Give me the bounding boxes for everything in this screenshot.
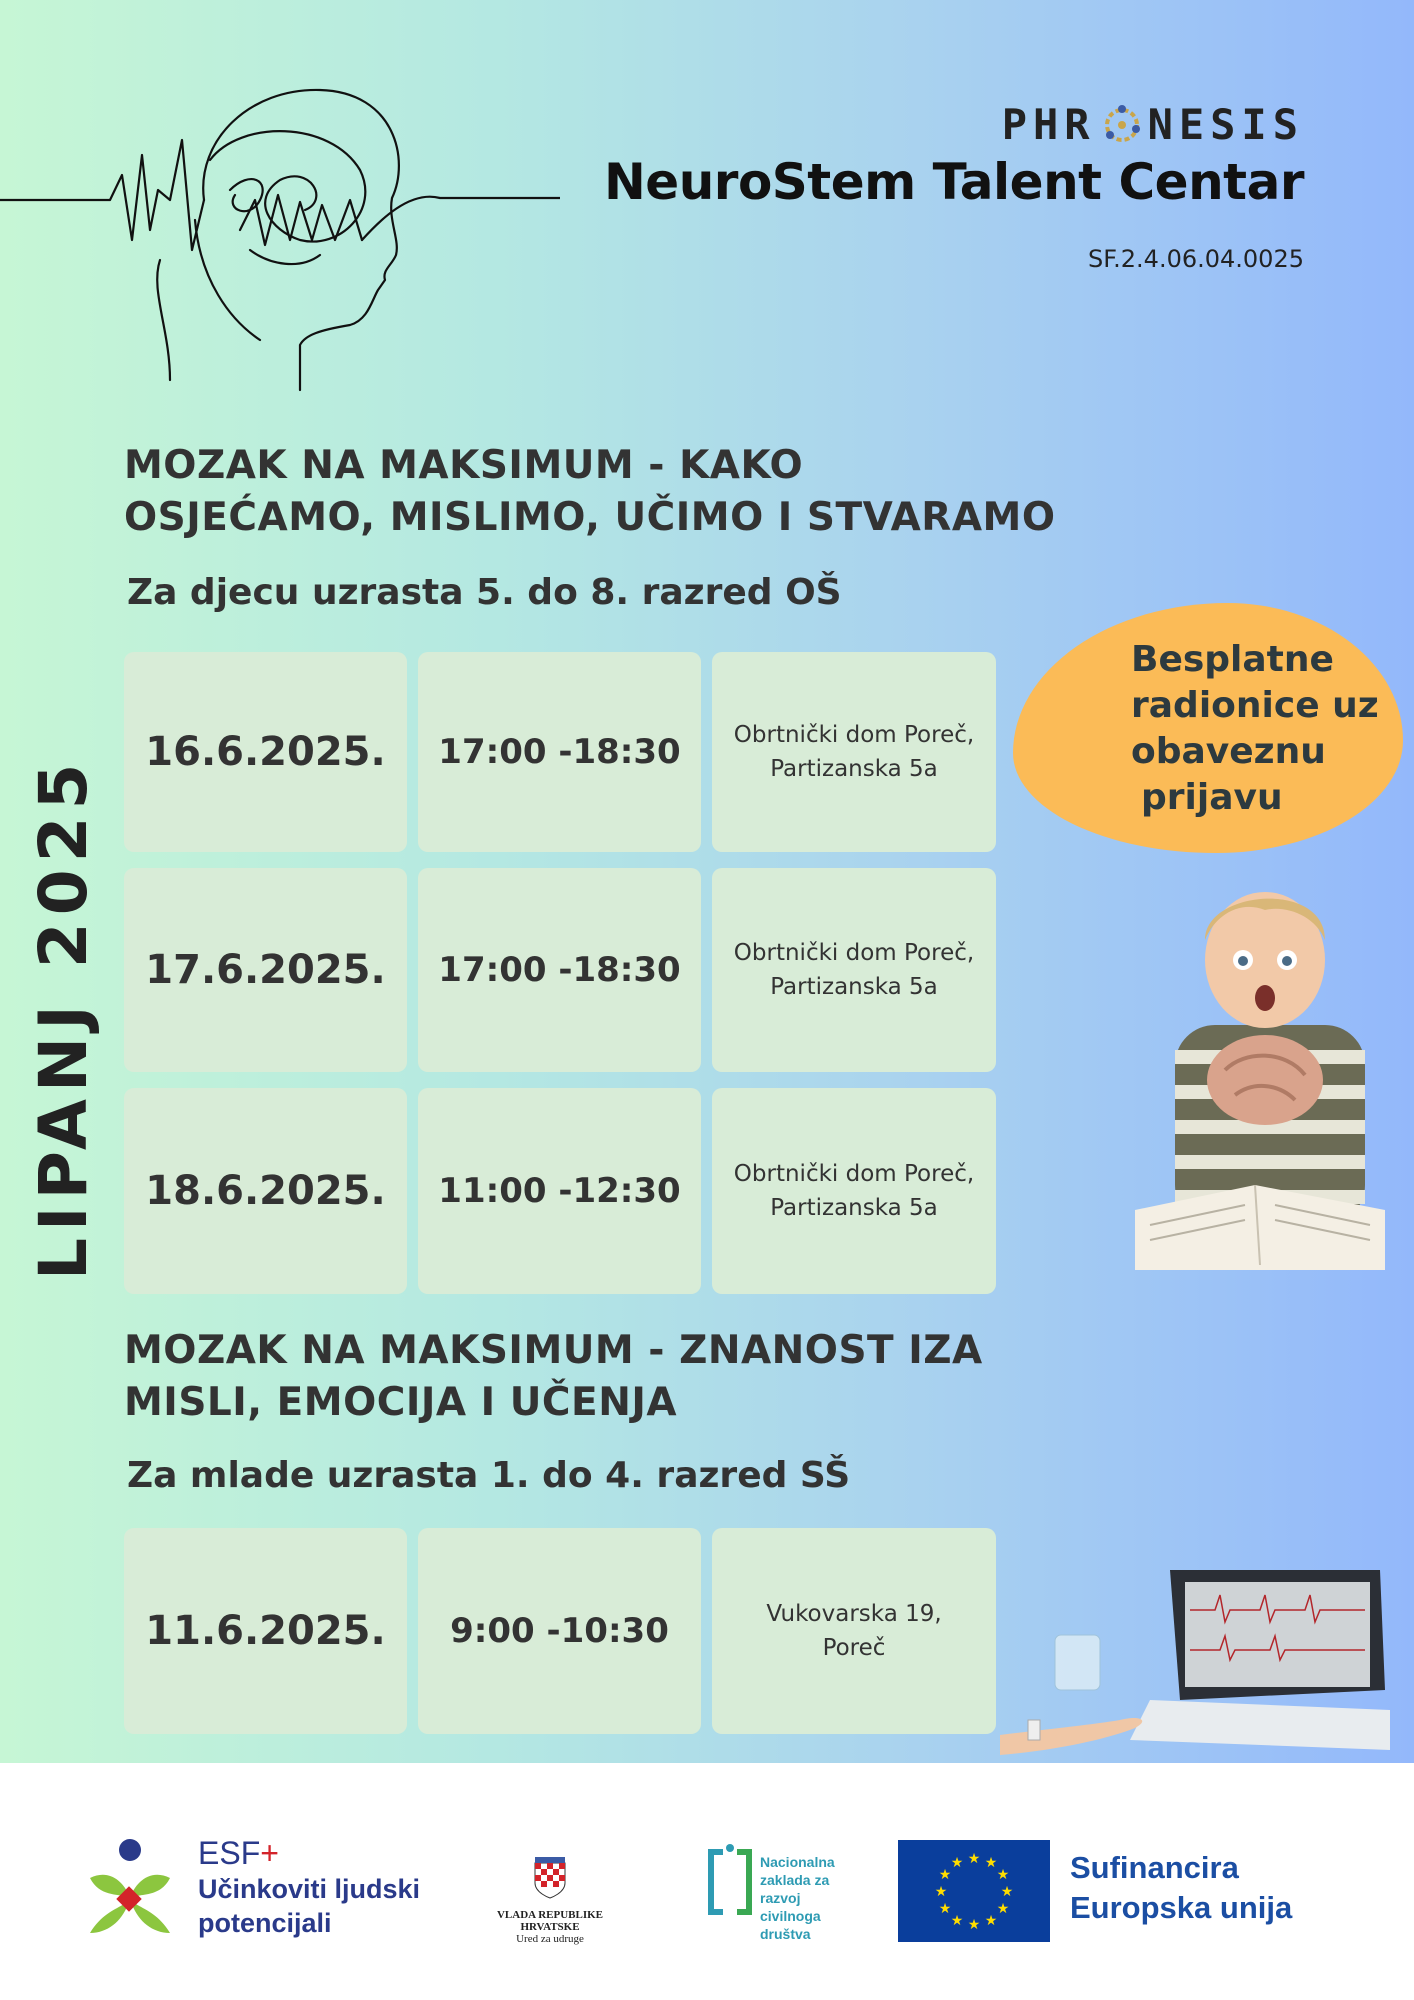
brand-title: NeuroStem Talent Centar [603, 153, 1304, 211]
session-place-line1: Obrtnički dom Poreč, [733, 940, 975, 966]
esf-logo-icon [80, 1838, 180, 1948]
esf-line1: Učinkoviti ljudski [198, 1874, 421, 1904]
esf-label-text: ESF [198, 1835, 261, 1871]
section2-title-line2: MISLI, EMOCIJA I UČENJA [124, 1380, 678, 1425]
svg-text:★: ★ [1000, 1884, 1014, 1900]
eu-line2: Europska unija [1070, 1890, 1293, 1925]
croatian-coat-of-arms-icon [533, 1855, 567, 1899]
callout-line3: obaveznu [1131, 731, 1326, 772]
svg-text:★: ★ [996, 1867, 1010, 1883]
child-with-brain-photo [1135, 880, 1395, 1270]
month-label: LIPANJ 2025 [25, 756, 102, 1280]
svg-text:★: ★ [984, 1855, 998, 1871]
nz-line5: društva [760, 1926, 811, 1942]
eu-cofinanced-text [1070, 1848, 1292, 1928]
brand-logo-right: NESIS [1147, 100, 1304, 149]
brand-logo-left: PHR [1001, 100, 1096, 149]
session-place-line2: Poreč [822, 1635, 886, 1661]
session-date: 18.6.2025. [124, 1088, 407, 1294]
svg-text:★: ★ [996, 1901, 1010, 1917]
esf-label [198, 1835, 420, 1872]
svg-text:★: ★ [938, 1901, 952, 1917]
nz-line4: civilnoga [760, 1908, 821, 1924]
reference-code: SF.2.4.06.04.0025 [1087, 245, 1304, 273]
session-place-line2: Partizanska 5a [770, 974, 938, 1000]
callout-line2: radionice uz [1131, 685, 1379, 726]
croatian-government-logo [470, 1855, 630, 1945]
eu-stars-icon [898, 1840, 1050, 1942]
session-place-line2: Partizanska 5a [770, 756, 938, 782]
esf-plus-sign: + [260, 1835, 279, 1871]
section2-audience: Za mlade uzrasta 1. do 4. razred SŠ [127, 1455, 851, 1496]
brain-lineart-icon [0, 80, 560, 440]
session-place [712, 1088, 996, 1294]
nz-line2: zaklada za [760, 1872, 830, 1888]
ecg-device-photo [1000, 1560, 1390, 1760]
svg-text:★: ★ [938, 1867, 952, 1883]
callout-text [1131, 637, 1379, 821]
brand-block [604, 100, 1304, 211]
svg-text:★: ★ [950, 1855, 964, 1871]
session-date: 16.6.2025. [124, 652, 407, 852]
session-time: 11:00 -12:30 [418, 1088, 701, 1294]
section1-title-line1: MOZAK NA MAKSIMUM - KAKO [124, 443, 804, 488]
section2-title-line1: MOZAK NA MAKSIMUM - ZNANOST IZA [124, 1328, 983, 1373]
session-place-line1: Vukovarska 19, [766, 1601, 942, 1627]
gov-name: VLADA REPUBLIKE HRVATSKE [496, 1909, 604, 1933]
esf-text [198, 1835, 420, 1940]
session-place [712, 652, 996, 852]
nz-line3: razvoj [760, 1890, 801, 1906]
section1-title-line2: OSJEĆAMO, MISLIMO, UČIMO I STVARAMO [124, 495, 1056, 540]
session-place [712, 868, 996, 1072]
nz-line1: Nacionalna [760, 1854, 835, 1870]
svg-text:★: ★ [984, 1913, 998, 1929]
session-place-line1: Obrtnički dom Poreč, [733, 1161, 975, 1187]
svg-text:★: ★ [967, 1851, 981, 1867]
nacionalna-zaklada-logo-icon [705, 1842, 755, 1922]
nacionalna-zaklada-text [760, 1853, 835, 1943]
section1-audience: Za djecu uzrasta 5. do 8. razred OŠ [127, 572, 842, 613]
gov-sub: Ured za udruge [516, 1933, 584, 1945]
phronesis-logo [604, 100, 1304, 149]
session-date: 11.6.2025. [124, 1528, 407, 1734]
svg-text:★: ★ [934, 1884, 948, 1900]
session-place-line1: Obrtnički dom Poreč, [733, 722, 975, 748]
session-time: 9:00 -10:30 [418, 1528, 701, 1734]
section1-title [124, 440, 1056, 544]
session-place [712, 1528, 996, 1734]
eu-flag-icon [898, 1840, 1050, 1942]
callout-line1: Besplatne [1131, 639, 1334, 680]
svg-text:★: ★ [967, 1917, 981, 1933]
section2-title [124, 1325, 983, 1429]
eu-line1: Sufinancira [1070, 1850, 1239, 1885]
esf-line2: potencijali [198, 1908, 332, 1938]
callout-line4: prijavu [1141, 777, 1283, 818]
session-date: 17.6.2025. [124, 868, 407, 1072]
session-time: 17:00 -18:30 [418, 652, 701, 852]
neuron-icon [1100, 103, 1144, 147]
session-place-line2: Partizanska 5a [770, 1195, 938, 1221]
svg-text:★: ★ [950, 1913, 964, 1929]
session-time: 17:00 -18:30 [418, 868, 701, 1072]
